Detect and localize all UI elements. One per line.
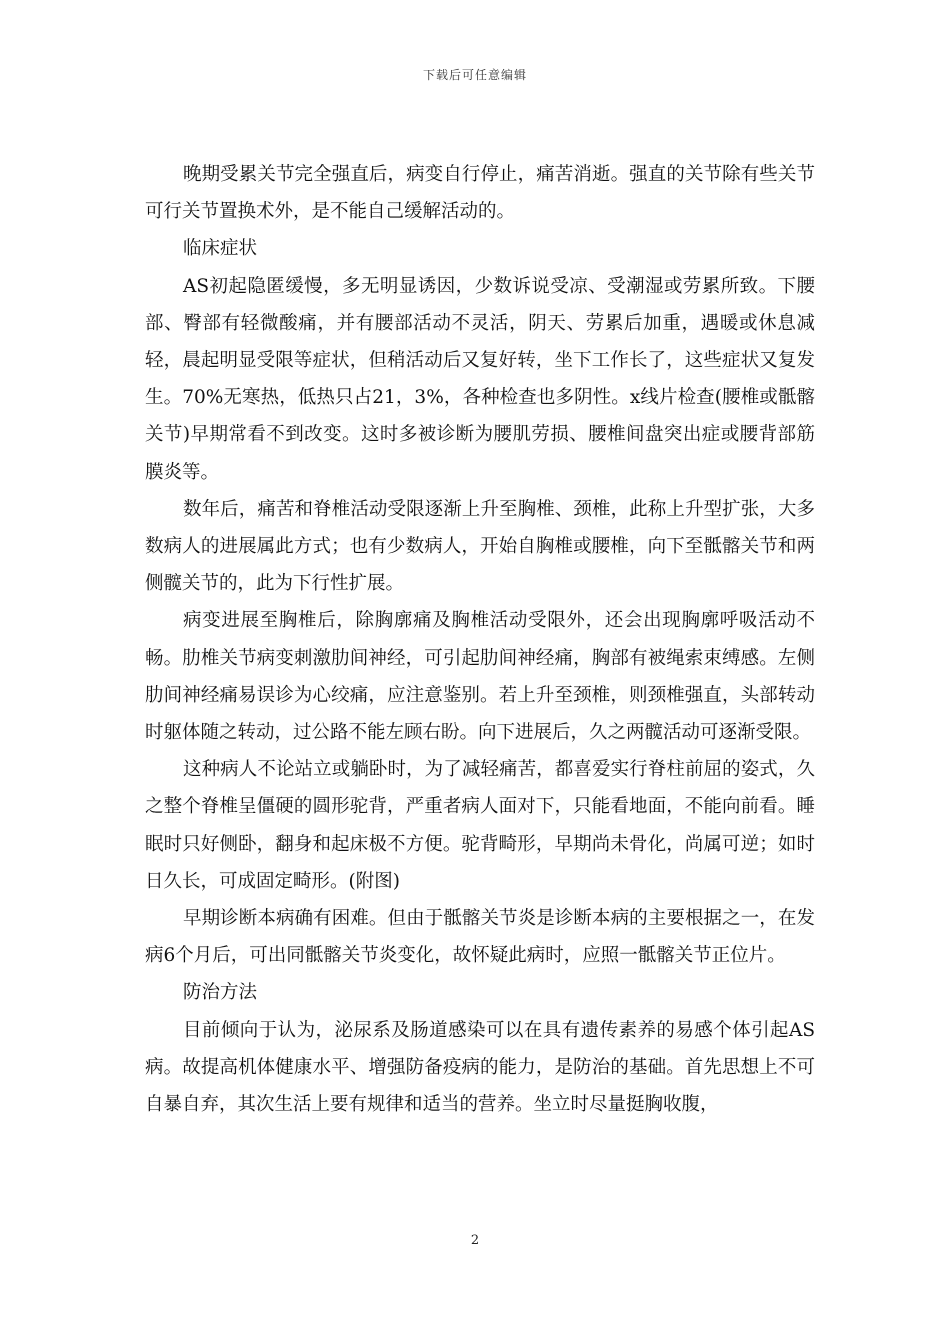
section-heading-prevention: 防治方法 [183, 982, 258, 1004]
document-body [145, 156, 815, 1123]
paragraph-early-symptoms: AS初起隐匿缓慢，多无明显诱因，少数诉说受凉、受潮湿或劳累所致。下腰部、臀部有轻微酸痛，并有腰部活动不灵活，阴天、劳累后加重，遇暖或休息减轻，晨起明显受限等症状，但稍活动后又复好转，坐下工作长了，这些症状又复发生。70%无寒热，低热只占21，3%，各种检查也多阴性。x线片检查(腰椎或骶髂关节)早期常看不到改变。这时多被诊断为腰肌劳损、腰椎间盘突出症或腰背部筋膜炎等。 [145, 275, 815, 483]
paragraph-posture: 这种病人不论站立或躺卧时，为了减轻痛苦，都喜爱实行脊柱前屈的姿式，久之整个脊椎呈僵硬的圆形驼背，严重者病人面对下，只能看地面，不能向前看。睡眠时只好侧卧，翻身和起床极不方便。驼背畸形，早期尚未骨化，尚属可逆；如时日久长，可成固定畸形。(附图) [145, 759, 815, 892]
paragraph-prevention: 目前倾向于认为，泌尿系及肠道感染可以在具有遗传素养的易感个体引起AS病。故提高机体健康水平、增强防备疫病的能力，是防治的基础。首先思想上不可自暴自弃，其次生活上要有规律和适当的营养。坐立时尽量挺胸收腹， [145, 1019, 815, 1116]
paragraph-late-stage: 晚期受累关节完全强直后，病变自行停止，痛苦消逝。强直的关节除有些关节可行关节置换术外，是不能自己缓解活动的。 [145, 164, 815, 223]
paragraph-progression: 数年后，痛苦和脊椎活动受限逐渐上升至胸椎、颈椎，此称上升型扩张，大多数病人的进展属此方式；也有少数病人，开始自胸椎或腰椎，向下至骶髂关节和两侧髋关节的，此为下行性扩展。 [145, 498, 815, 595]
page-number: 2 [470, 1233, 480, 1248]
paragraph-early-diagnosis: 早期诊断本病确有困难。但由于骶髂关节炎是诊断本病的主要根据之一，在发病6个月后，可出同骶髂关节炎变化，故怀疑此病时，应照一骶髂关节正位片。 [145, 908, 815, 967]
paragraph-thoracic-involvement: 病变进展至胸椎后，除胸廓痛及胸椎活动受限外，还会出现胸廓呼吸活动不畅。肋椎关节病变刺激肋间神经，可引起肋间神经痛，胸部有被绳索束缚感。左侧肋间神经痛易误诊为心绞痛，应注意鉴别。若上升至颈椎，则颈椎强直，头部转动时躯体随之转动，过公路不能左顾右盼。向下进展后，久之两髋活动可逐渐受限。 [145, 610, 815, 744]
section-heading-clinical-symptoms: 临床症状 [183, 238, 258, 260]
page-header: 下载后可任意编辑 [422, 68, 527, 82]
